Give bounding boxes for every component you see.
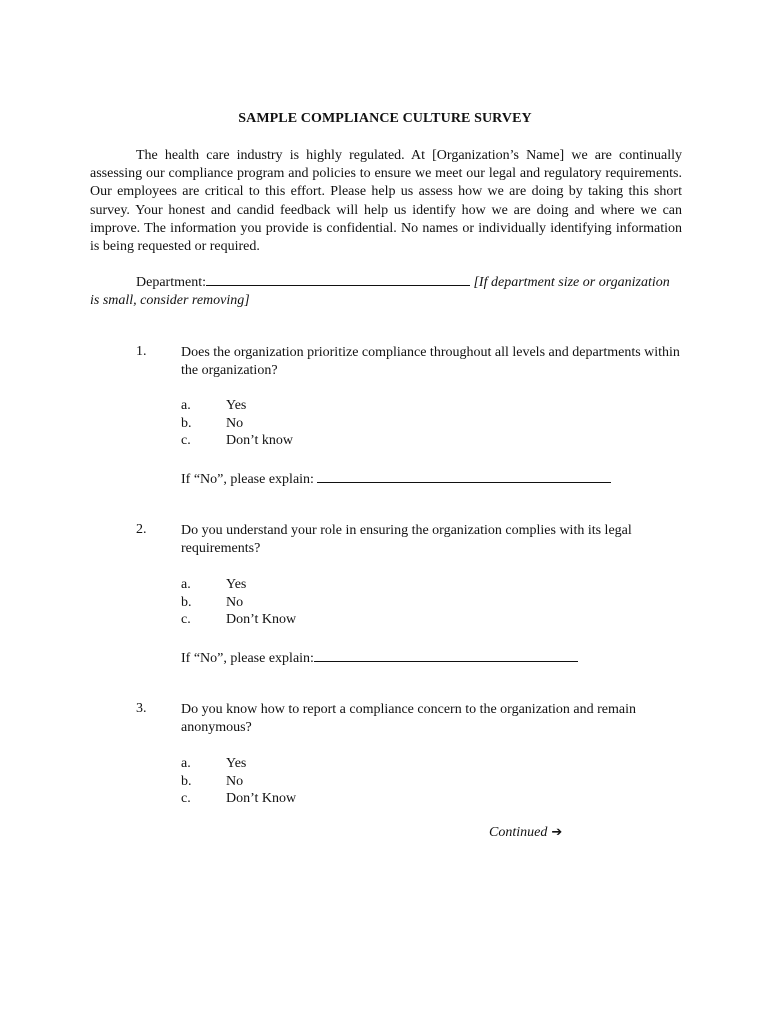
option-text: Yes <box>226 577 247 592</box>
option-text: No <box>226 415 244 431</box>
question-number: 2. <box>136 522 147 537</box>
question-text: Do you understand your role in ensuring the organization complies with its legal requirements? <box>181 523 632 557</box>
department-label: Department: <box>136 275 206 290</box>
option-c[interactable] <box>181 432 481 450</box>
option-letter: a. <box>181 398 191 413</box>
department-blank[interactable] <box>206 272 470 286</box>
option-text: Yes <box>226 756 247 771</box>
option-letter: b. <box>181 415 192 431</box>
option-letter: c. <box>181 612 191 628</box>
option-text: Yes <box>226 398 247 413</box>
option-b[interactable] <box>181 594 481 612</box>
option-letter: c. <box>181 433 191 449</box>
option-text: No <box>226 594 244 610</box>
option-b[interactable] <box>181 773 481 791</box>
explain-line <box>181 648 578 667</box>
continued-label: Continued <box>489 825 548 840</box>
option-letter: b. <box>181 773 192 789</box>
explain-line <box>181 469 611 488</box>
question-text: Do you know how to report a compliance concern to the organization and remain anonymous? <box>181 702 636 736</box>
option-letter: a. <box>181 577 191 592</box>
department-note: [If department size or organization is small, consider removing] <box>90 275 670 309</box>
option-letter: b. <box>181 594 192 610</box>
option-a[interactable] <box>181 576 481 594</box>
option-a[interactable] <box>181 397 481 415</box>
option-text: Don’t Know <box>226 612 297 628</box>
answer-options <box>181 755 481 808</box>
option-c[interactable] <box>181 611 481 629</box>
question-number: 1. <box>136 344 147 359</box>
option-text: No <box>226 773 244 789</box>
department-line <box>90 272 682 310</box>
explain-blank[interactable] <box>314 648 578 662</box>
explain-label: If “No”, please explain: <box>181 472 318 487</box>
option-c[interactable] <box>181 790 481 808</box>
page-title: SAMPLE COMPLIANCE CULTURE SURVEY <box>238 111 532 126</box>
option-text: Don’t Know <box>226 791 297 807</box>
answer-options <box>181 397 481 450</box>
option-a[interactable] <box>181 755 481 773</box>
question-text: Does the organization prioritize compliance throughout all levels and departments within the organization? <box>181 345 680 379</box>
question-number: 3. <box>136 701 147 716</box>
option-letter: a. <box>181 756 191 771</box>
explain-label: If “No”, please explain: <box>181 651 314 666</box>
option-letter: c. <box>181 791 191 807</box>
explain-blank[interactable] <box>317 469 611 483</box>
arrow-right-icon: ➔ <box>551 825 563 840</box>
option-text: Don’t know <box>226 433 294 449</box>
continued-link[interactable] <box>489 825 562 841</box>
option-b[interactable] <box>181 415 481 433</box>
answer-options <box>181 576 481 629</box>
intro-paragraph: The health care industry is highly regulated. At [Organization’s Name] we are continually assessing our compliance program and policies to ensure we meet our legal and regulatory requirements. Our employees are critical to this effort. Please help us assess how we are doing by taking this short survey. Your honest and candid feedback will help us identify how we are doing and where we can improve. The information you provide is confidential. No names or individually identifying information is being requested or required. <box>90 148 682 255</box>
